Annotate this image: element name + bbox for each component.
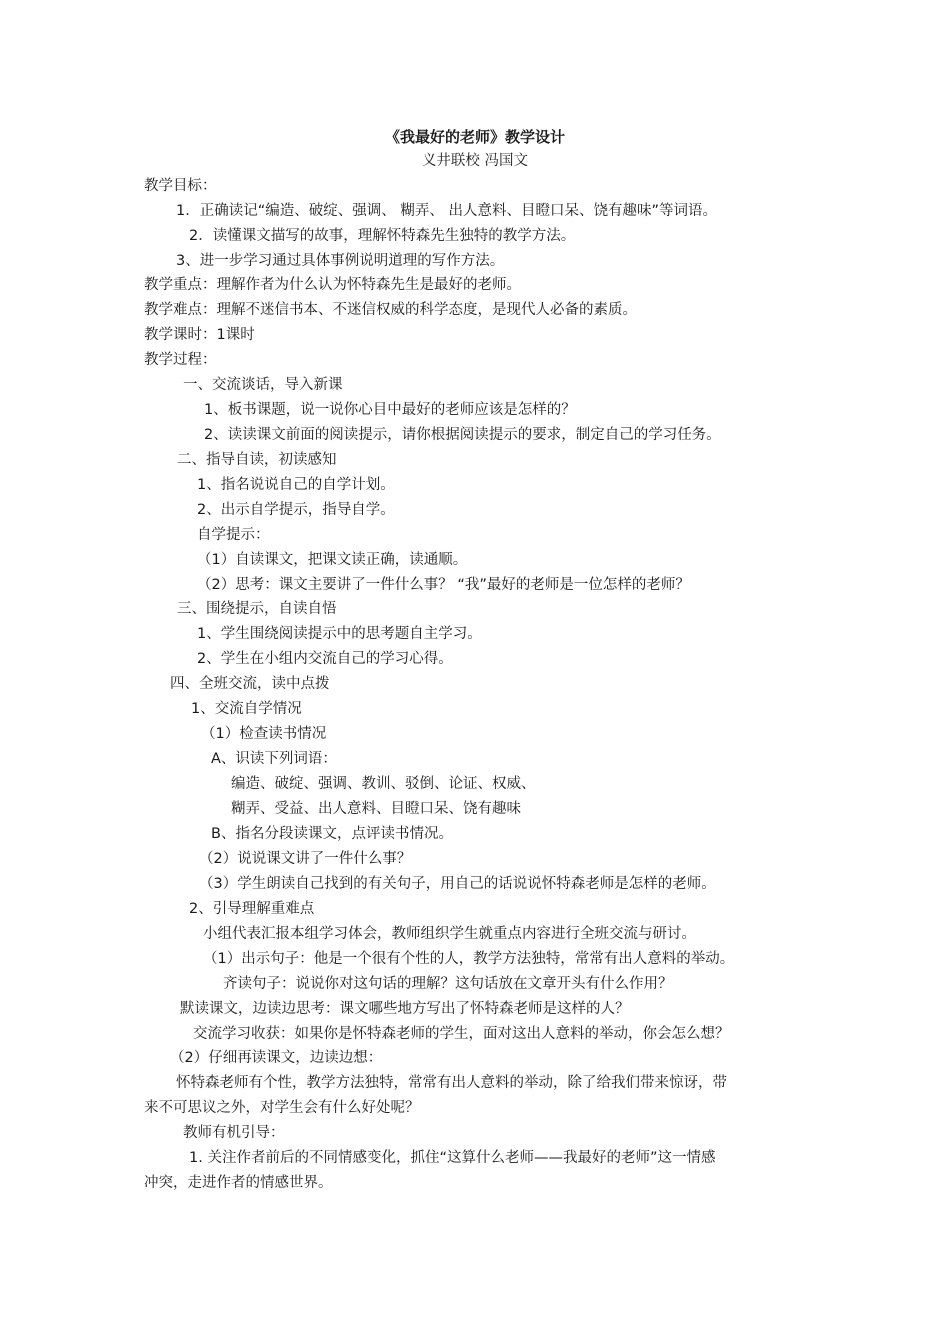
doc-line: （2）思考：课文主要讲了一件什么事？ “我”最好的老师是一位怎样的老师？ <box>197 577 690 593</box>
doc-line: B、指名分段读课文，点评读书情况。 <box>211 826 453 842</box>
doc-line: 编造、破绽、强调、教训、驳倒、论证、权威、 <box>231 776 536 792</box>
doc-line: 2、出示自学提示，指导自学。 <box>197 502 395 518</box>
doc-author: 义井联校 冯国文 <box>421 153 529 169</box>
doc-line: 教学课时：1课时 <box>144 327 255 343</box>
doc-line: 教学过程： <box>144 352 217 368</box>
doc-line: 1、板书课题，说一说你心目中最好的老师应该是怎样的？ <box>204 402 576 418</box>
doc-title: 《我最好的老师》教学设计 <box>384 128 565 146</box>
doc-line: 齐读句子：说说你对这句话的理解？这句话放在文章开头有什么作用？ <box>223 976 673 992</box>
doc-line: 教学目标： <box>144 178 217 194</box>
doc-line: （1）检查读书情况 <box>201 726 327 742</box>
doc-line: 2、学生在小组内交流自己的学习心得。 <box>197 651 453 667</box>
doc-line: （2）说说课文讲了一件什么事？ <box>199 851 412 867</box>
doc-line: A、识读下列词语： <box>211 751 337 767</box>
doc-line: 自学提示： <box>197 527 270 543</box>
doc-line: 冲突，走进作者的情感世界。 <box>144 1175 333 1191</box>
doc-line: 教学难点：理解不迷信书本、不迷信权威的科学态度，是现代人必备的素质。 <box>144 302 637 318</box>
doc-line: 2、读读课文前面的阅读提示，请你根据阅读提示的要求，制定自己的学习任务。 <box>204 427 721 443</box>
doc-line: 教学重点：理解作者为什么认为怀特森先生是最好的老师。 <box>144 277 521 293</box>
doc-line: 小组代表汇报本组学习体会，教师组织学生就重点内容进行全班交流与研讨。 <box>203 926 696 942</box>
doc-line: 糊弄、受益、出人意料、目瞪口呆、饶有趣味 <box>231 801 521 817</box>
doc-line: （3）学生朗读自己找到的有关句子，用自己的话说说怀特森老师是怎样的老师。 <box>199 876 716 892</box>
doc-line: 2、引导理解重难点 <box>189 901 315 917</box>
doc-line: 四、全班交流，读中点拨 <box>170 676 330 692</box>
doc-line: 默读课文，边读边思考：课文哪些地方写出了怀特森老师是这样的人？ <box>180 1001 630 1017</box>
doc-line: 1、指名说说自己的自学计划。 <box>197 477 395 493</box>
doc-line: 交流学习收获：如果你是怀特森老师的学生，面对这出人意料的举动，你会怎么想？ <box>193 1026 730 1042</box>
doc-line: 1．正确读记“编造、破绽、强调、 糊弄、 出人意料、目瞪口呆、饶有趣味”等词语。 <box>176 203 717 219</box>
doc-line: 一、交流谈话，导入新课 <box>183 377 343 393</box>
doc-line: （1）自读课文，把课文读正确，读通顺。 <box>197 552 468 568</box>
doc-line: 来不可思议之外，对学生会有什么好处呢？ <box>144 1100 420 1116</box>
doc-line: （2）仔细再读课文，边读边想： <box>170 1050 383 1066</box>
doc-line: 1、交流自学情况 <box>191 701 302 717</box>
doc-line: （1）出示句子：他是一个很有个性的人，教学方法独特，常常有出人意料的举动。 <box>203 951 735 967</box>
doc-line: 1. 关注作者前后的不同情感变化，抓住“这算什么老师——我最好的老师”这一情感 <box>189 1150 716 1166</box>
doc-line: 3、进一步学习通过具体事例说明道理的写作方法。 <box>176 253 505 269</box>
doc-line: 1、学生围绕阅读提示中的思考题自主学习。 <box>197 626 482 642</box>
doc-line: 教师有机引导： <box>183 1125 285 1141</box>
doc-line: 二、指导自读，初读感知 <box>177 452 337 468</box>
doc-line: 2．读懂课文描写的故事，理解怀特森先生独特的教学方法。 <box>189 228 576 244</box>
doc-line: 怀特森老师有个性，教学方法独特，常常有出人意料的举动，除了给我们带来惊讶，带 <box>176 1075 727 1091</box>
doc-line: 三、围绕提示，自读自悟 <box>177 601 337 617</box>
